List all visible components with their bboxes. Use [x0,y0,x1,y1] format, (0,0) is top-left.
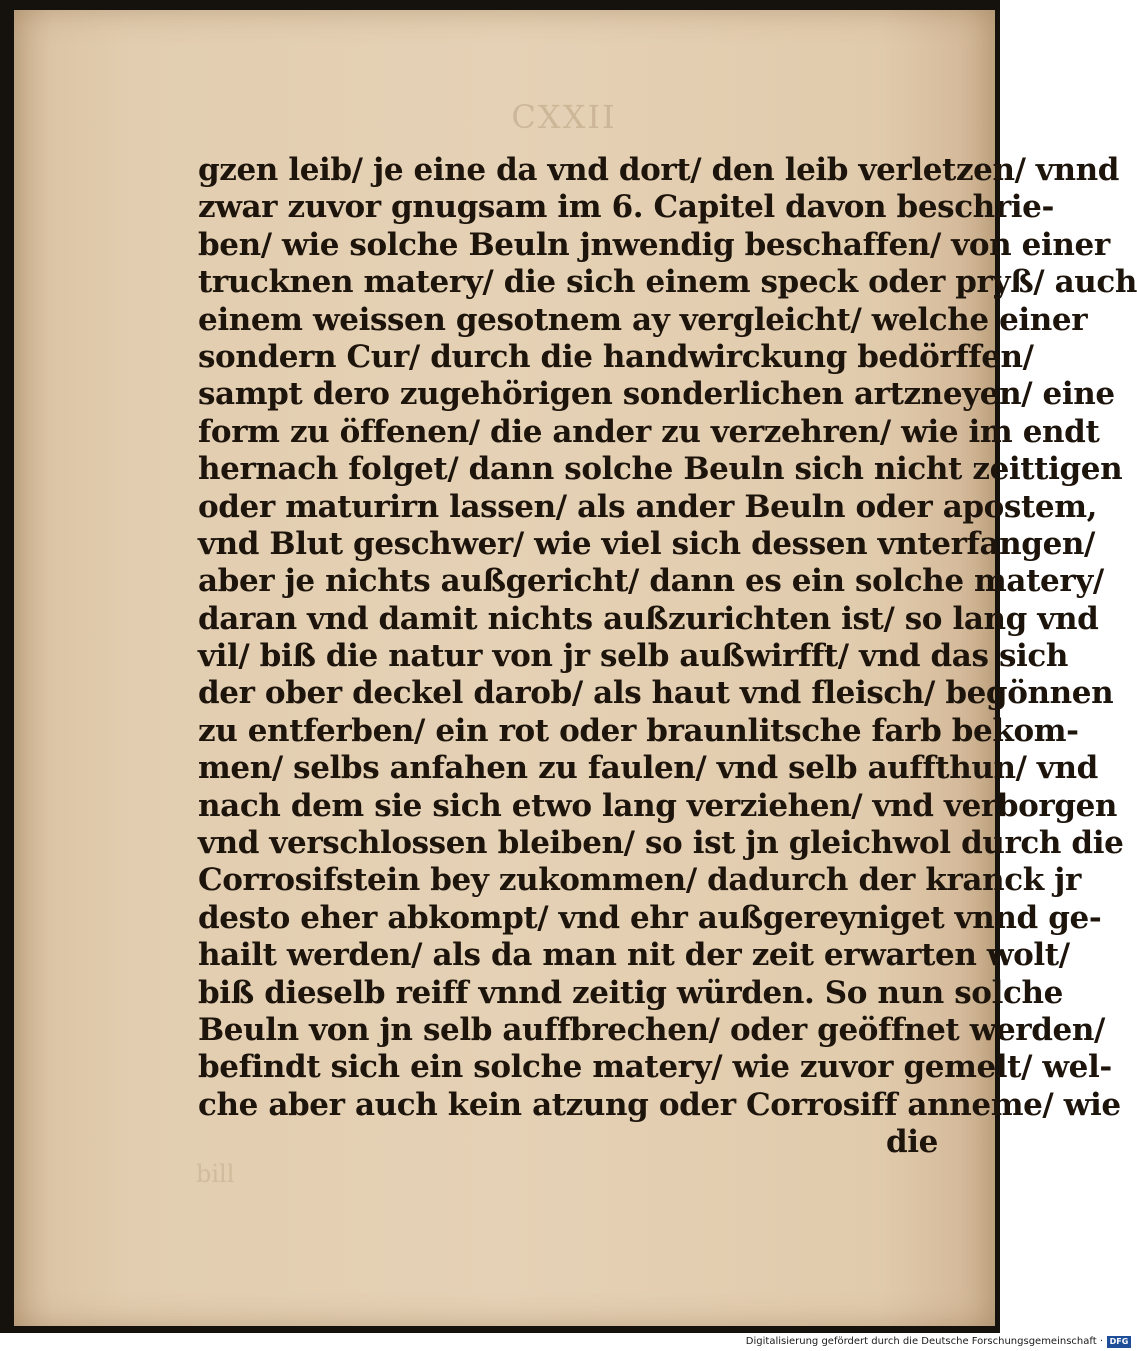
text-line: form zu öffenen/ die ander zu verzehren/ wie im endt [198,413,1100,450]
text-line: befindt sich ein solche matery/ wie zuvor gemelt/ wel- [198,1049,1112,1086]
text-line: che aber auch kein atzung oder Corrosiff anneme/ wie [198,1086,1121,1123]
text-line: die [886,1124,938,1161]
text-line: men/ selbs anfahen zu faulen/ vnd selb auffthun/ vnd [198,750,1098,787]
text-line: vnd verschlossen bleiben/ so ist jn gleichwol durch die [198,825,1124,862]
text-line: ben/ wie solche Beuln jnwendig beschaffen/ von einer [198,226,1110,263]
text-line: gzen leib/ je eine da vnd dort/ den leib verletzen/ vnnd [198,152,1120,188]
text-line: Beuln von jn selb auffbrechen/ oder geöffnet werden/ [198,1011,1105,1048]
text-line: hailt werden/ als da man nit der zeit erwarten wolt/ [198,937,1070,974]
text-line: biß dieselb reiff vnnd zeitig würden. So nun solche [198,974,1063,1011]
text-line: einem weissen gesotnem ay vergleicht/ welche einer [198,301,1088,338]
text-line: vnd Blut geschwer/ wie viel sich dessen vnterfangen/ [198,525,1095,562]
text-line: desto eher abkompt/ vnd ehr außgereyniget vnnd ge- [198,899,1102,936]
text-line: der ober deckel darob/ als haut vnd fleisch/ begönnen [198,675,1114,712]
text-line: aber je nichts außgericht/ dann es ein solche matery/ [198,563,1104,600]
text-line: hernach folget/ dann solche Beuln sich nicht zeittigen [198,451,1123,488]
text-line: sondern Cur/ durch die handwirckung bedörffen/ [198,338,1034,375]
page-folio-showthrough: CXXII [511,98,617,136]
book-page [14,10,1137,1326]
text-line: Corrosifstein bey zukommen/ dadurch der kranck jr [198,862,1081,899]
text-line: trucknen matery/ die sich einem speck oder pryß/ auch [198,264,1137,301]
text-line: oder maturirn lassen/ als ander Beuln oder apostem, [198,488,1098,525]
text-line: sampt dero zugehörigen sonderlichen artzneyen/ eine [198,376,1115,413]
text-line: vil/ biß die natur von jr selb außwirfft/ vnd das sich [198,638,1068,675]
text-line: zwar zuvor gnugsam im 6. Capitel davon beschrie- [198,189,1054,226]
text-line: nach dem sie sich etwo lang verziehen/ vnd verborgen [198,787,1118,824]
digitization-credit: Digitalisierung gefördert durch die Deutsche Forschungsgemeinschaft · [745,1336,1103,1347]
text-line: zu entferben/ ein rot oder braunlitsche farb bekom- [198,712,1079,749]
dfg-logo: DFG [1107,1336,1131,1348]
footer-showthrough: bill [196,1160,235,1188]
body-text [198,152,1137,1162]
text-line: daran vnd damit nichts außzurichten ist/ so lang vnd [198,600,1099,637]
